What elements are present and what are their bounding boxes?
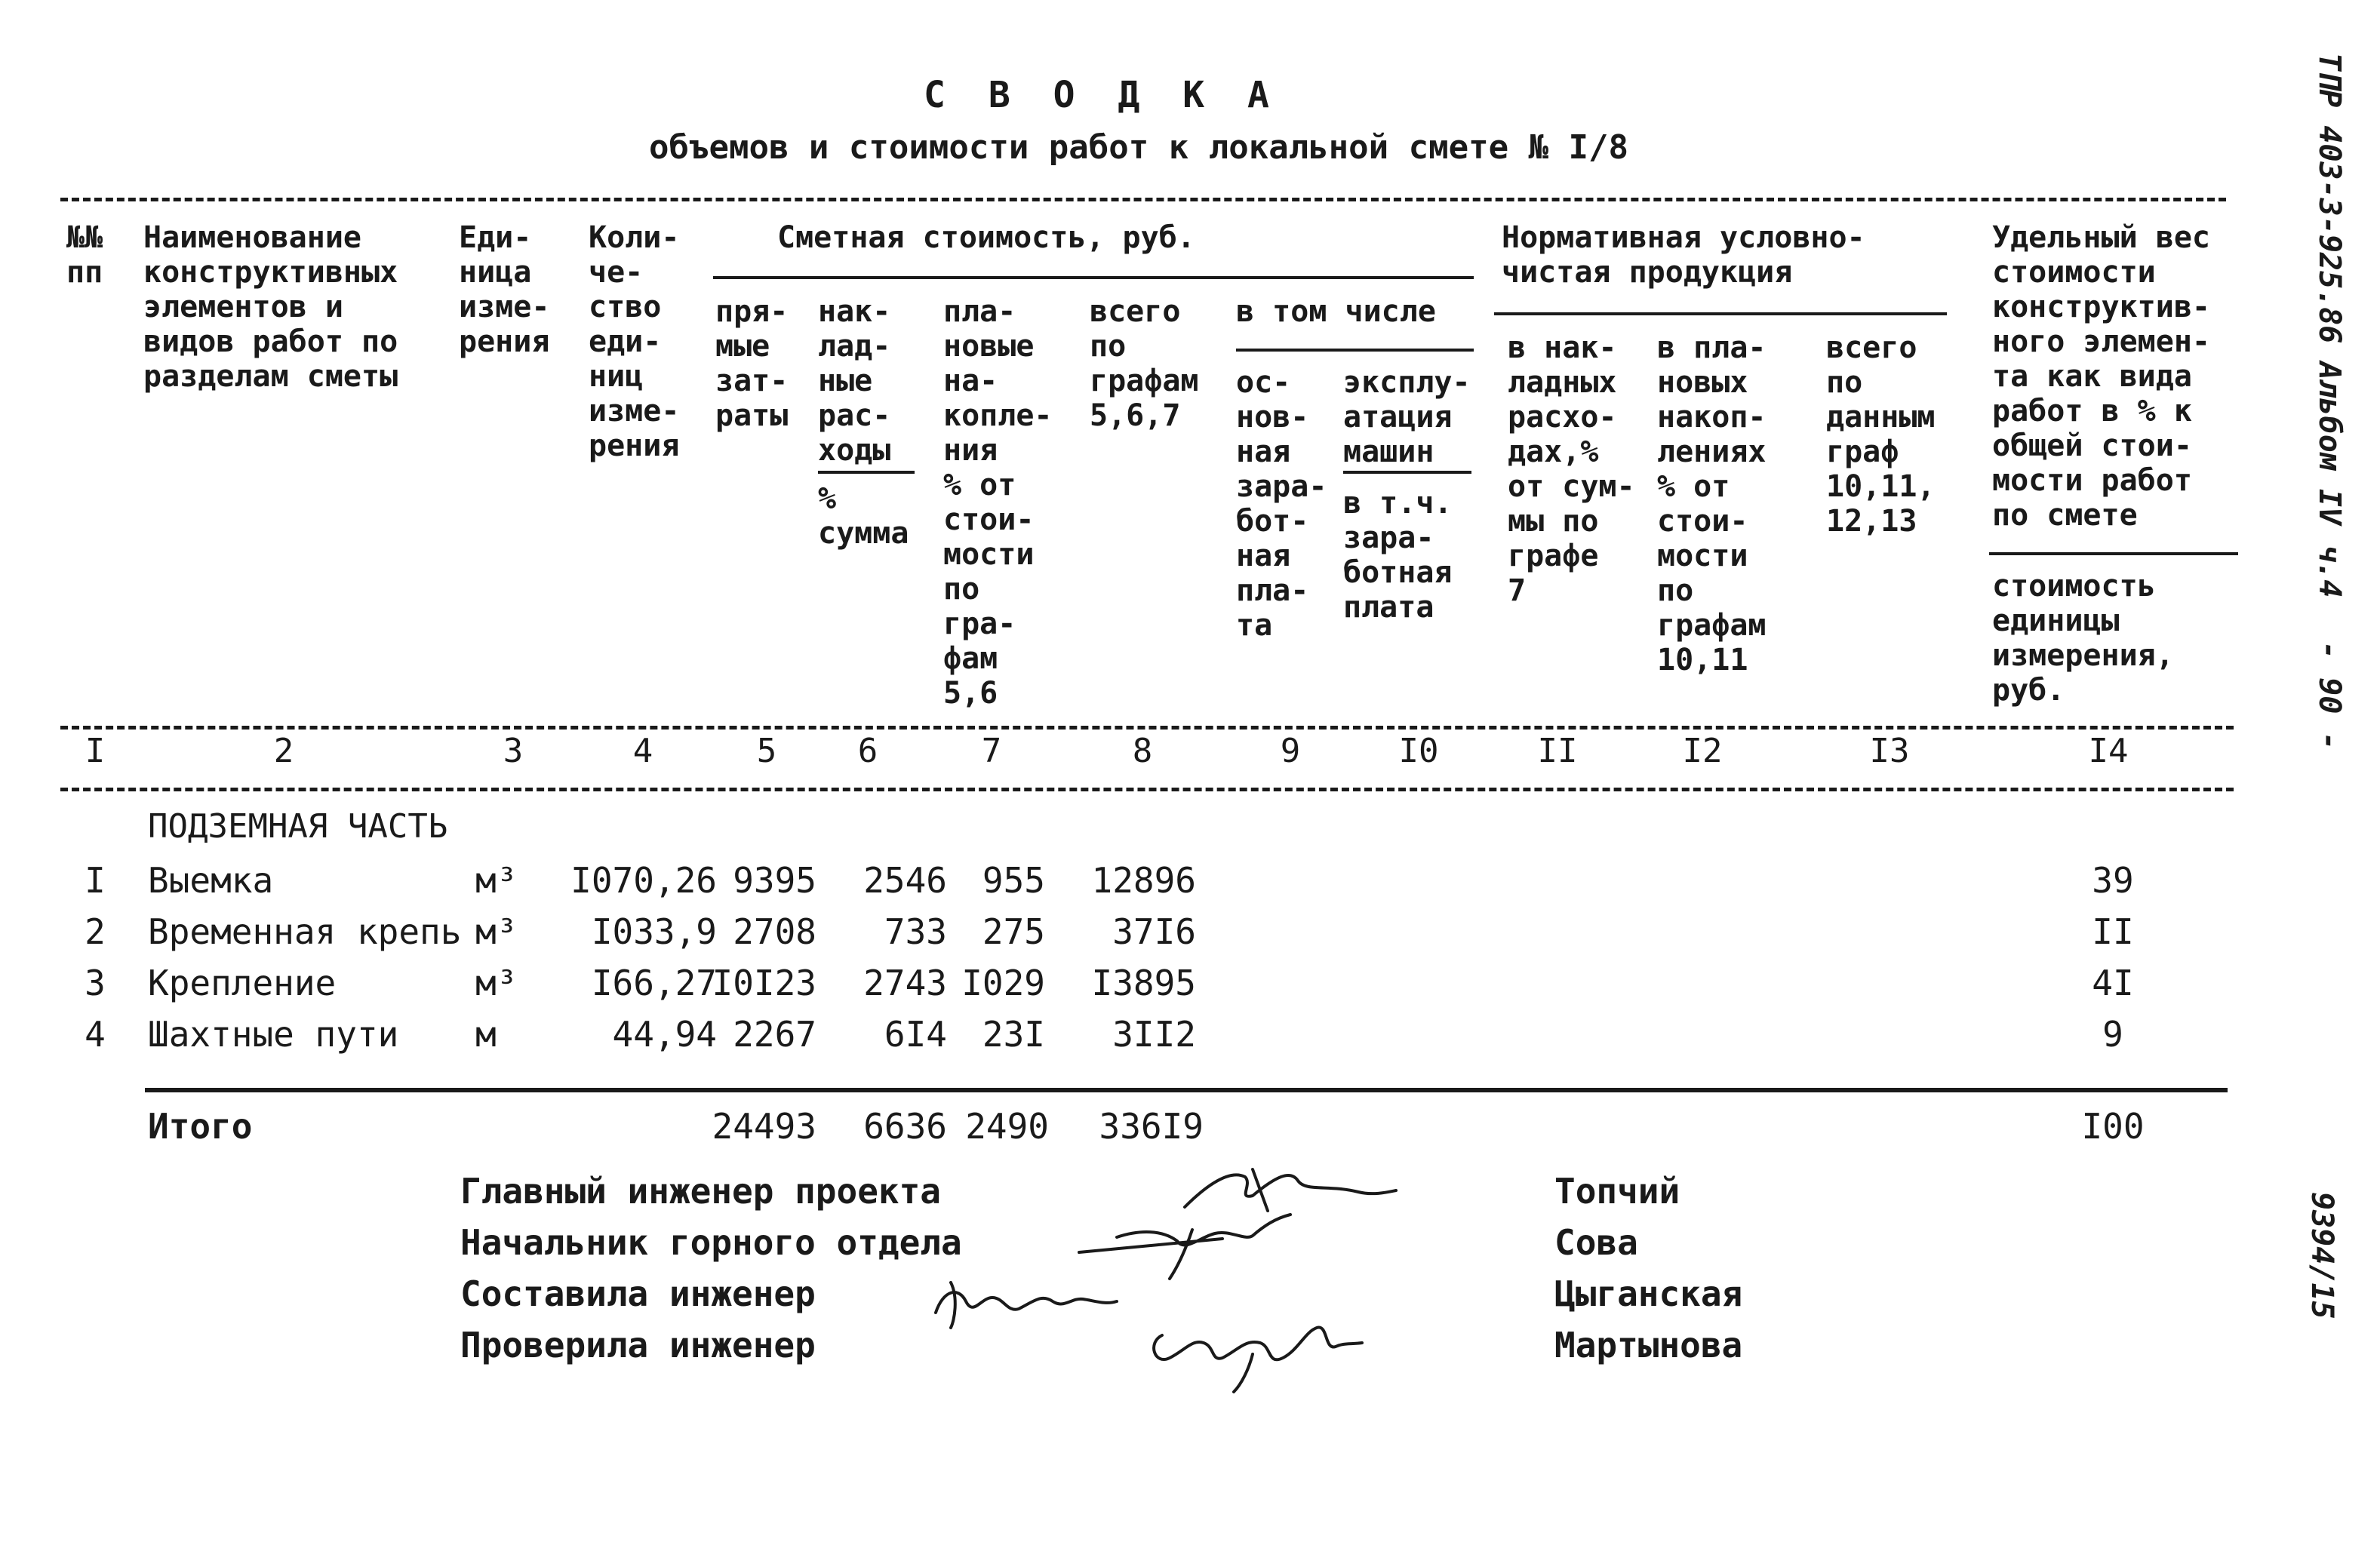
column-number: 8	[1132, 732, 1153, 770]
header-col-machines-sub: в т.ч. зара- ботная плата	[1343, 486, 1453, 625]
row-overhead: 6I4	[884, 1014, 947, 1055]
header-group-cost-rule	[713, 276, 1474, 279]
row-share: 4I	[2092, 963, 2134, 1003]
header-col-overhead: нак- лад- ные рас- ходы	[818, 294, 891, 468]
header-col-name: Наименование конструктивных элементов и видов работ по разделам сметы	[143, 220, 398, 394]
column-number: I0	[1398, 732, 1439, 770]
signature-role: Начальник горного отдела	[460, 1222, 962, 1263]
row-quantity: I66,27	[591, 963, 717, 1003]
signature-name: Сова	[1554, 1222, 1638, 1263]
column-numbers-top-rule	[60, 726, 2234, 730]
signature-name: Топчий	[1554, 1171, 1680, 1212]
row-planned-savings: 23I	[982, 1014, 1045, 1055]
header-machines-rule	[1343, 471, 1471, 474]
handwritten-signature	[1139, 1298, 1366, 1396]
row-unit: м³	[475, 911, 518, 952]
row-name: Крепление	[148, 963, 337, 1003]
column-number: I	[85, 732, 106, 770]
row-name: Выемка	[148, 860, 274, 901]
header-col-quantity: Коли- че- ство еди- ниц изме- рения	[589, 220, 680, 463]
header-group-cost: Сметная стоимость, руб.	[777, 220, 1195, 255]
margin-page-number: - 90 -	[2312, 641, 2347, 751]
margin-album-reference: ТПР 403-3-925.86 Альбом IV ч.4	[2312, 53, 2347, 598]
row-number: 2	[85, 911, 106, 952]
row-direct-costs: 9395	[733, 860, 816, 901]
table-top-rule	[60, 198, 2226, 201]
header-col-overhead-sub: % сумма	[818, 481, 909, 551]
header-group-normative: Нормативная условно- чистая продукция	[1502, 220, 1865, 290]
row-quantity: I070,26	[570, 860, 717, 901]
header-col-share: Удельный вес стоимости конструктив- ного элемен- та как вида работ в % к общей стои- мости работ по смете	[1992, 220, 2210, 533]
row-quantity: I033,9	[591, 911, 717, 952]
column-number: I2	[1682, 732, 1723, 770]
header-col-norm-total: всего по данным граф 10,11, 12,13	[1826, 330, 1936, 539]
header-overhead-rule	[818, 471, 915, 474]
row-planned-savings: 955	[982, 860, 1045, 901]
header-col-norm-planned: в пла- новых накоп- лениях % от стои- мости по графам 10,11	[1657, 330, 1767, 677]
signature-name: Мартынова	[1554, 1325, 1743, 1365]
totals-share: I00	[2081, 1106, 2145, 1147]
totals-overhead: 6636	[863, 1106, 947, 1147]
document-title: С В О Д К А	[924, 74, 1280, 116]
header-col-total: всего по графам 5,6,7	[1090, 294, 1199, 433]
totals-planned-savings: 2490	[965, 1106, 1049, 1147]
totals-rule	[145, 1088, 2228, 1092]
row-name: Шахтные пути	[148, 1014, 399, 1055]
row-share: II	[2092, 911, 2134, 952]
handwritten-signature	[928, 1267, 1124, 1335]
margin-inventory-number: 9394/15	[2305, 1192, 2339, 1319]
header-col-norm-overhead: в нак- ладных расхо- дах,% от сум- мы по графе 7	[1508, 330, 1635, 608]
header-normative-rule	[1494, 312, 1947, 315]
column-number: 3	[503, 732, 524, 770]
header-col-unit: Еди- ница изме- рения	[459, 220, 550, 359]
signature-role: Составила инженер	[460, 1273, 816, 1314]
row-direct-costs: 2708	[733, 911, 816, 952]
column-number: I3	[1869, 732, 1910, 770]
header-col-machines: эксплу- атация машин	[1343, 365, 1471, 469]
section-title: ПОДЗЕМНАЯ ЧАСТЬ	[148, 807, 448, 846]
row-total: 3II2	[1112, 1014, 1196, 1055]
row-unit: м³	[475, 963, 518, 1003]
header-col-direct: пря- мые зат- раты	[715, 294, 789, 433]
row-direct-costs: 2267	[733, 1014, 816, 1055]
header-col-planned: пла- новые на- копле- ния % от стои- мости по гра- фам 5,6	[943, 294, 1053, 711]
row-overhead: 2546	[863, 860, 947, 901]
row-total: 12896	[1091, 860, 1196, 901]
column-number: 5	[756, 732, 777, 770]
row-number: 4	[85, 1014, 106, 1055]
row-unit: м	[475, 1014, 497, 1055]
row-name: Временная крепь	[148, 911, 462, 952]
column-number: 2	[273, 732, 294, 770]
row-share: 39	[2092, 860, 2134, 901]
row-share: 9	[2102, 1014, 2123, 1055]
column-number: 6	[857, 732, 878, 770]
row-number: 3	[85, 963, 106, 1003]
row-number: I	[85, 860, 106, 901]
header-col-wages: ос- нов- ная зара- бот- ная пла- та	[1236, 365, 1327, 643]
document-subtitle: объемов и стоимости работ к локальной смете № I/8	[649, 128, 1629, 167]
row-planned-savings: I029	[961, 963, 1045, 1003]
column-number: II	[1537, 732, 1578, 770]
row-overhead: 733	[884, 911, 947, 952]
row-planned-savings: 275	[982, 911, 1045, 952]
header-group-including: в том числе	[1236, 294, 1436, 329]
column-number: I4	[2088, 732, 2129, 770]
header-including-rule	[1236, 349, 1474, 352]
row-total: I3895	[1091, 963, 1196, 1003]
header-col-share-sub: стоимость единицы измерения, руб.	[1992, 569, 2174, 708]
row-total: 37I6	[1112, 911, 1196, 952]
column-number: 7	[981, 732, 1002, 770]
row-direct-costs: I0I23	[712, 963, 816, 1003]
row-unit: м³	[475, 860, 518, 901]
column-number: 9	[1280, 732, 1301, 770]
row-quantity: 44,94	[612, 1014, 717, 1055]
column-number: 4	[632, 732, 653, 770]
signature-name: Цыганская	[1554, 1273, 1743, 1314]
signature-role: Главный инженер проекта	[460, 1171, 941, 1212]
totals-total: 336I9	[1099, 1106, 1204, 1147]
totals-label: Итого	[148, 1106, 253, 1147]
signature-role: Проверила инженер	[460, 1325, 816, 1365]
column-numbers-bottom-rule	[60, 788, 2234, 791]
row-overhead: 2743	[863, 963, 947, 1003]
totals-direct-costs: 24493	[712, 1106, 816, 1147]
header-share-rule	[1989, 552, 2238, 555]
header-col-number: №№ пп	[66, 220, 103, 290]
